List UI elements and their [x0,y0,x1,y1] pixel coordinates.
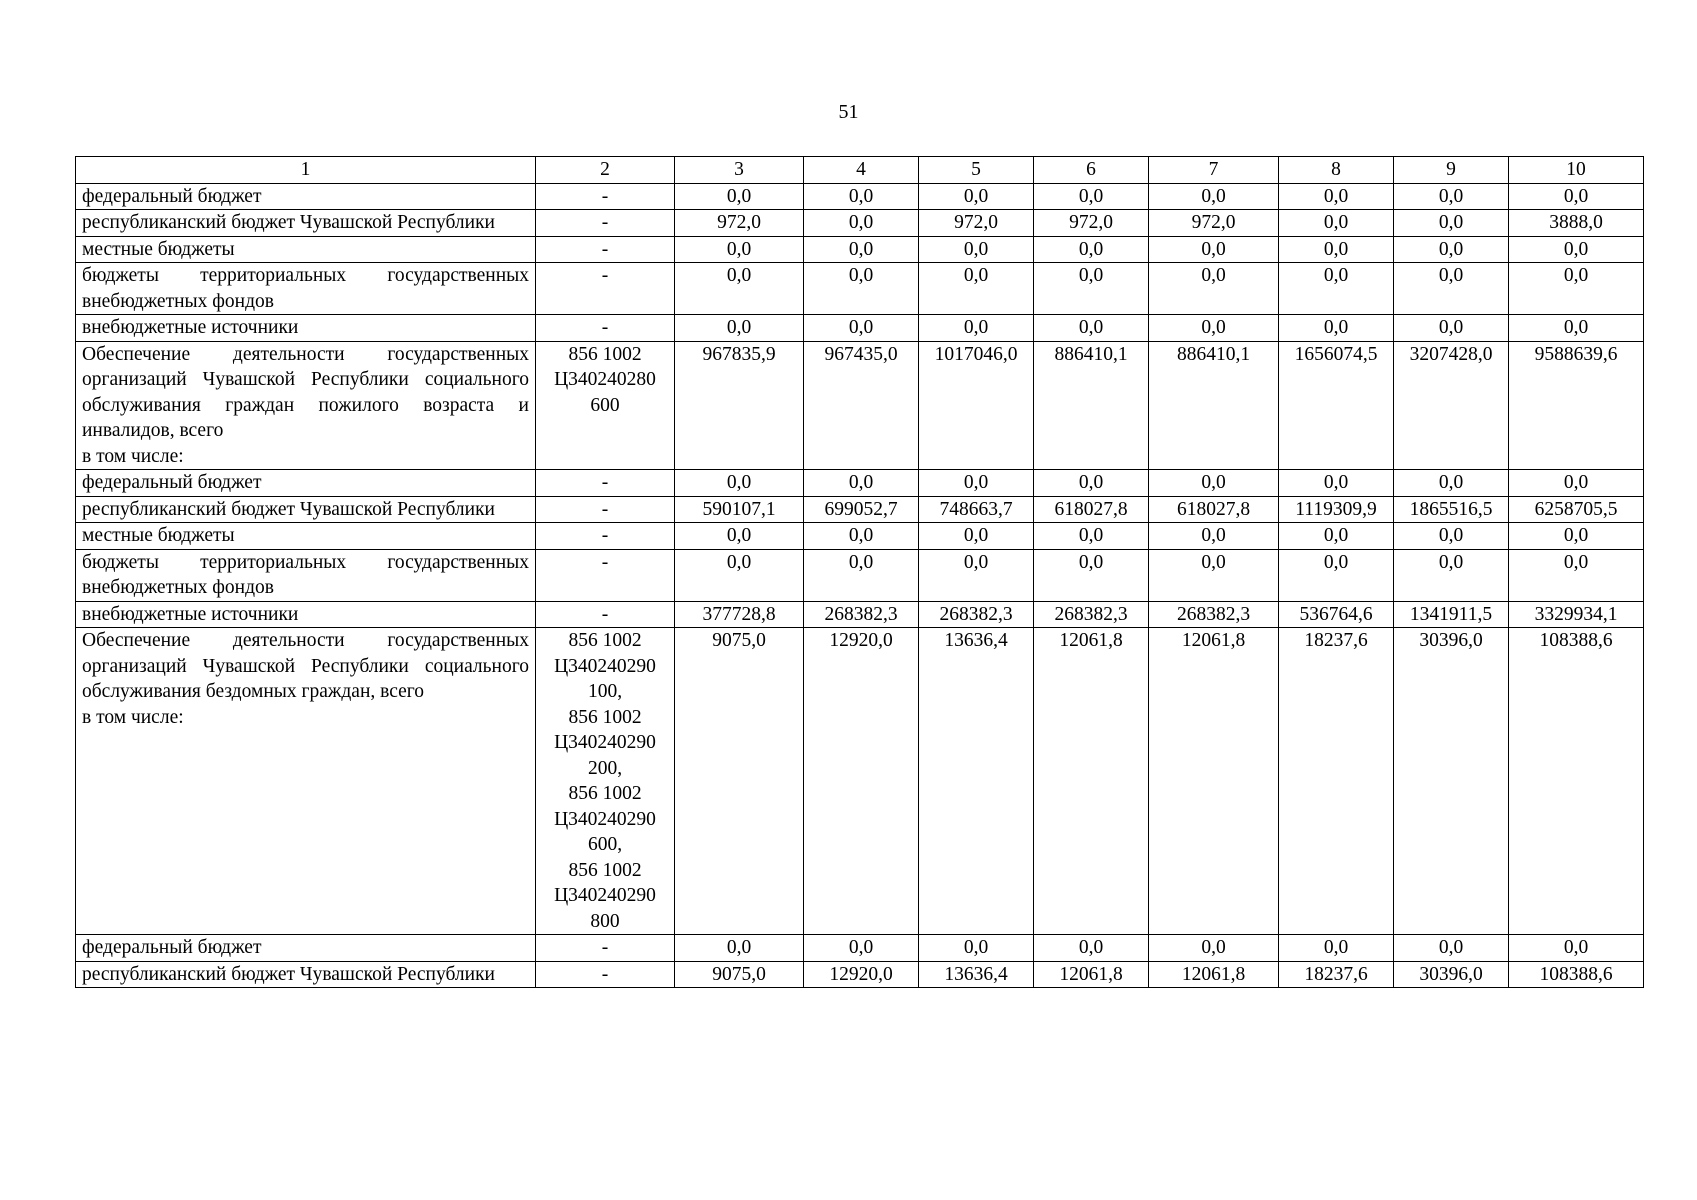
table-row [76,935,1644,962]
value-cell-col-8: 0,0 [1279,263,1394,315]
value-cell-col-3: 0,0 [675,470,804,497]
column-number-1: 1 [76,157,536,184]
table-row [76,549,1644,601]
value-cell-col-8: 0,0 [1279,470,1394,497]
row-label: местные бюджеты [76,236,536,263]
value-cell-col-8: 0,0 [1279,183,1394,210]
value-cell-col-8: 0,0 [1279,549,1394,601]
row-label: местные бюджеты [76,523,536,550]
value-cell-col-10: 0,0 [1509,315,1644,342]
budget-code: - [536,523,675,550]
value-cell-col-8: 18237,6 [1279,961,1394,988]
value-cell-col-10: 0,0 [1509,263,1644,315]
value-cell-col-10: 0,0 [1509,935,1644,962]
row-label: республиканский бюджет Чувашской Республики [76,496,536,523]
row-label: внебюджетные источники [76,601,536,628]
value-cell-col-4: 967435,0 [804,341,919,470]
value-cell-col-6: 886410,1 [1034,341,1149,470]
table-row [76,628,1644,935]
value-cell-col-6: 12061,8 [1034,628,1149,935]
value-cell-col-6: 0,0 [1034,236,1149,263]
value-cell-col-10: 9588639,6 [1509,341,1644,470]
value-cell-col-7: 0,0 [1149,236,1279,263]
value-cell-col-3: 9075,0 [675,628,804,935]
table-row [76,315,1644,342]
value-cell-col-4: 699052,7 [804,496,919,523]
value-cell-col-7: 618027,8 [1149,496,1279,523]
value-cell-col-4: 12920,0 [804,961,919,988]
value-cell-col-7: 12061,8 [1149,628,1279,935]
value-cell-col-7: 0,0 [1149,470,1279,497]
value-cell-col-6: 0,0 [1034,183,1149,210]
value-cell-col-9: 30396,0 [1394,961,1509,988]
budget-code: - [536,263,675,315]
value-cell-col-8: 536764,6 [1279,601,1394,628]
row-label: бюджеты территориальных государственных внебюджетных фондов [76,549,536,601]
value-cell-col-3: 0,0 [675,263,804,315]
value-cell-col-9: 0,0 [1394,935,1509,962]
row-label: Обеспечение деятельности государственных организаций Чувашской Республики социального обслуживания граждан пожилого возраста и инвалидов, всего в том числе: [76,341,536,470]
value-cell-col-7: 0,0 [1149,315,1279,342]
column-number-3: 3 [675,157,804,184]
value-cell-col-5: 0,0 [919,523,1034,550]
row-label: федеральный бюджет [76,935,536,962]
row-label: федеральный бюджет [76,183,536,210]
column-number-2: 2 [536,157,675,184]
value-cell-col-6: 618027,8 [1034,496,1149,523]
value-cell-col-6: 972,0 [1034,210,1149,237]
budget-code: - [536,315,675,342]
budget-code: - [536,183,675,210]
value-cell-col-3: 967835,9 [675,341,804,470]
value-cell-col-5: 748663,7 [919,496,1034,523]
value-cell-col-4: 0,0 [804,210,919,237]
value-cell-col-8: 1656074,5 [1279,341,1394,470]
value-cell-col-8: 0,0 [1279,315,1394,342]
value-cell-col-10: 6258705,5 [1509,496,1644,523]
value-cell-col-3: 0,0 [675,183,804,210]
budget-code: 856 1002 Ц340240280 600 [536,341,675,470]
budget-code: - [536,470,675,497]
table-row [76,523,1644,550]
value-cell-col-10: 0,0 [1509,549,1644,601]
value-cell-col-7: 0,0 [1149,263,1279,315]
value-cell-col-8: 0,0 [1279,210,1394,237]
table-row [76,263,1644,315]
value-cell-col-7: 0,0 [1149,523,1279,550]
value-cell-col-5: 0,0 [919,549,1034,601]
column-number-row [76,157,1644,184]
value-cell-col-3: 972,0 [675,210,804,237]
table-row [76,601,1644,628]
value-cell-col-10: 3329934,1 [1509,601,1644,628]
row-label: республиканский бюджет Чувашской Республики [76,210,536,237]
value-cell-col-5: 13636,4 [919,961,1034,988]
column-number-10: 10 [1509,157,1644,184]
row-label: Обеспечение деятельности государственных организаций Чувашской Республики социального обслуживания бездомных граждан, всего в том числе: [76,628,536,935]
value-cell-col-5: 0,0 [919,263,1034,315]
value-cell-col-10: 0,0 [1509,470,1644,497]
value-cell-col-10: 0,0 [1509,183,1644,210]
value-cell-col-7: 0,0 [1149,183,1279,210]
value-cell-col-10: 3888,0 [1509,210,1644,237]
value-cell-col-4: 0,0 [804,183,919,210]
column-number-7: 7 [1149,157,1279,184]
table-row [76,341,1644,470]
budget-code: 856 1002 Ц340240290 100, 856 1002 Ц340240290 200, 856 1002 Ц340240290 600, 856 1002 Ц340240290 800 [536,628,675,935]
value-cell-col-9: 0,0 [1394,183,1509,210]
value-cell-col-7: 268382,3 [1149,601,1279,628]
value-cell-col-5: 268382,3 [919,601,1034,628]
value-cell-col-4: 0,0 [804,315,919,342]
value-cell-col-9: 0,0 [1394,523,1509,550]
row-label: внебюджетные источники [76,315,536,342]
budget-code: - [536,236,675,263]
value-cell-col-9: 1341911,5 [1394,601,1509,628]
value-cell-col-7: 886410,1 [1149,341,1279,470]
value-cell-col-6: 12061,8 [1034,961,1149,988]
value-cell-col-5: 0,0 [919,315,1034,342]
column-number-9: 9 [1394,157,1509,184]
value-cell-col-4: 0,0 [804,470,919,497]
value-cell-col-9: 0,0 [1394,315,1509,342]
value-cell-col-3: 0,0 [675,523,804,550]
budget-code: - [536,496,675,523]
value-cell-col-4: 0,0 [804,549,919,601]
budget-code: - [536,601,675,628]
value-cell-col-3: 590107,1 [675,496,804,523]
value-cell-col-9: 0,0 [1394,263,1509,315]
value-cell-col-7: 0,0 [1149,549,1279,601]
column-number-5: 5 [919,157,1034,184]
budget-code: - [536,549,675,601]
table-row [76,236,1644,263]
column-number-4: 4 [804,157,919,184]
value-cell-col-5: 0,0 [919,236,1034,263]
value-cell-col-5: 13636,4 [919,628,1034,935]
value-cell-col-8: 1119309,9 [1279,496,1394,523]
row-label: республиканский бюджет Чувашской Республики [76,961,536,988]
value-cell-col-8: 0,0 [1279,523,1394,550]
value-cell-col-6: 0,0 [1034,523,1149,550]
value-cell-col-9: 3207428,0 [1394,341,1509,470]
value-cell-col-5: 0,0 [919,935,1034,962]
value-cell-col-6: 0,0 [1034,549,1149,601]
column-number-6: 6 [1034,157,1149,184]
table-row [76,183,1644,210]
value-cell-col-4: 0,0 [804,236,919,263]
row-label: бюджеты территориальных государственных внебюджетных фондов [76,263,536,315]
value-cell-col-6: 0,0 [1034,470,1149,497]
value-cell-col-9: 30396,0 [1394,628,1509,935]
budget-table [75,156,1644,988]
value-cell-col-4: 0,0 [804,523,919,550]
value-cell-col-4: 12920,0 [804,628,919,935]
value-cell-col-9: 0,0 [1394,210,1509,237]
value-cell-col-6: 0,0 [1034,315,1149,342]
value-cell-col-5: 0,0 [919,470,1034,497]
value-cell-col-10: 0,0 [1509,236,1644,263]
value-cell-col-3: 0,0 [675,549,804,601]
row-label: федеральный бюджет [76,470,536,497]
value-cell-col-9: 0,0 [1394,549,1509,601]
value-cell-col-3: 9075,0 [675,961,804,988]
budget-code: - [536,935,675,962]
budget-code: - [536,210,675,237]
budget-code: - [536,961,675,988]
value-cell-col-7: 12061,8 [1149,961,1279,988]
value-cell-col-8: 0,0 [1279,236,1394,263]
value-cell-col-10: 108388,6 [1509,961,1644,988]
value-cell-col-3: 0,0 [675,935,804,962]
value-cell-col-9: 1865516,5 [1394,496,1509,523]
value-cell-col-10: 108388,6 [1509,628,1644,935]
value-cell-col-4: 0,0 [804,935,919,962]
table-row [76,961,1644,988]
value-cell-col-4: 268382,3 [804,601,919,628]
value-cell-col-5: 972,0 [919,210,1034,237]
table-row [76,210,1644,237]
page-number: 51 [838,101,859,123]
value-cell-col-6: 0,0 [1034,935,1149,962]
column-number-8: 8 [1279,157,1394,184]
value-cell-col-6: 268382,3 [1034,601,1149,628]
value-cell-col-10: 0,0 [1509,523,1644,550]
value-cell-col-7: 972,0 [1149,210,1279,237]
value-cell-col-9: 0,0 [1394,470,1509,497]
table-body [76,157,1644,988]
value-cell-col-8: 0,0 [1279,935,1394,962]
value-cell-col-5: 0,0 [919,183,1034,210]
value-cell-col-5: 1017046,0 [919,341,1034,470]
table-row [76,470,1644,497]
value-cell-col-6: 0,0 [1034,263,1149,315]
value-cell-col-3: 0,0 [675,236,804,263]
value-cell-col-7: 0,0 [1149,935,1279,962]
value-cell-col-3: 0,0 [675,315,804,342]
table-row [76,496,1644,523]
value-cell-col-4: 0,0 [804,263,919,315]
value-cell-col-8: 18237,6 [1279,628,1394,935]
value-cell-col-3: 377728,8 [675,601,804,628]
value-cell-col-9: 0,0 [1394,236,1509,263]
